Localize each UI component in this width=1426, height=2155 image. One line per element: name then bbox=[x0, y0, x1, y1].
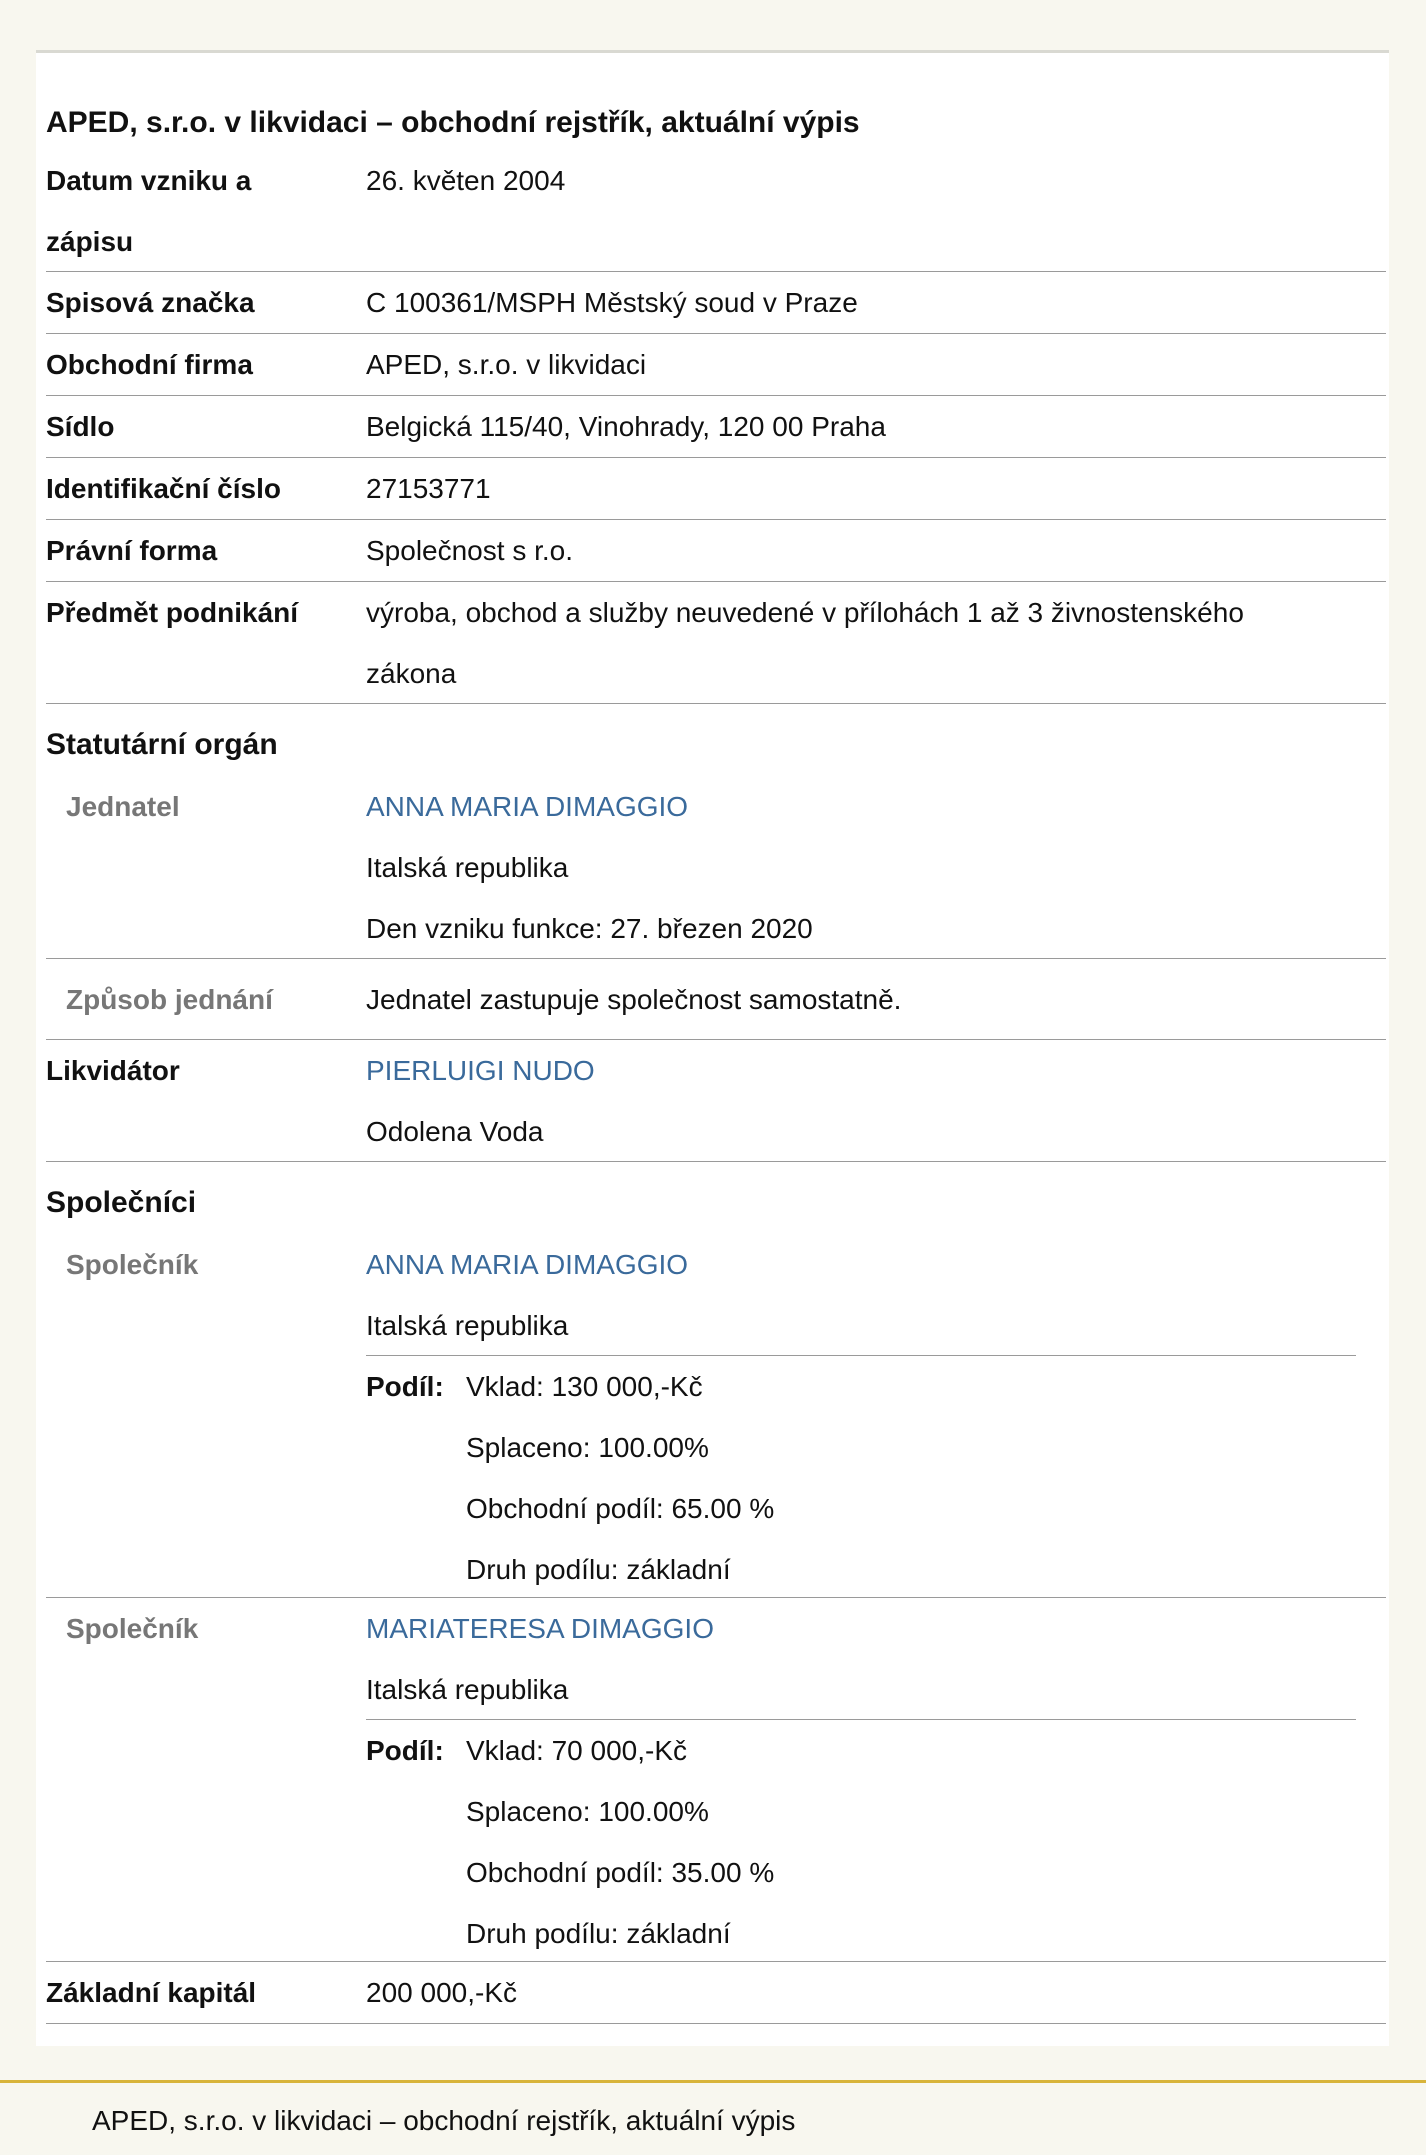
row-zpusob-jednani bbox=[46, 959, 1386, 1040]
row-value: 26. květen 2004 bbox=[366, 165, 566, 196]
share-block bbox=[366, 1355, 1356, 1600]
row-label: Předmět podnikání bbox=[46, 597, 299, 628]
row-value: 200 000,-Kč bbox=[366, 1977, 517, 2008]
share-details bbox=[466, 1720, 1356, 1964]
row-value: výroba, obchod a služby neuvedené v přílohách 1 až 3 živnostenského zákona bbox=[366, 597, 1244, 689]
page-title: APED, s.r.o. v likvidaci – obchodní rejstřík, aktuální výpis bbox=[46, 106, 860, 139]
row-spolecnik bbox=[46, 1234, 1386, 1598]
person-country: Italská republika bbox=[366, 1674, 569, 1705]
share-splaceno: Splaceno: 100.00% bbox=[466, 1796, 709, 1827]
row-label: Identifikační číslo bbox=[46, 473, 281, 504]
row-value: C 100361/MSPH Městský soud v Praze bbox=[366, 287, 858, 318]
row-spolecnik bbox=[46, 1598, 1386, 1962]
function-since: Den vzniku funkce: 27. březen 2020 bbox=[366, 913, 813, 944]
person-link[interactable]: ANNA MARIA DIMAGGIO bbox=[366, 791, 689, 822]
row-label: Způsob jednání bbox=[66, 984, 273, 1015]
person-place: Odolena Voda bbox=[366, 1116, 544, 1147]
register-extract-content bbox=[46, 53, 1386, 2024]
row-jednatel bbox=[46, 776, 1386, 959]
share-label: Podíl: bbox=[366, 1371, 444, 1402]
row-value: APED, s.r.o. v likvidaci bbox=[366, 349, 647, 380]
share-vklad: Vklad: 70 000,-Kč bbox=[466, 1735, 688, 1766]
share-obchodni-podil: Obchodní podíl: 65.00 % bbox=[466, 1493, 775, 1524]
row-label: Společník bbox=[66, 1613, 199, 1644]
row-value: Jednatel zastupuje společnost samostatně. bbox=[366, 984, 902, 1015]
share-block bbox=[366, 1719, 1356, 1964]
row-label: Spisová značka bbox=[46, 287, 255, 318]
row-spisova-znacka bbox=[46, 272, 1386, 334]
row-sidlo bbox=[46, 396, 1386, 458]
row-label: Likvidátor bbox=[46, 1055, 180, 1086]
share-splaceno: Splaceno: 100.00% bbox=[466, 1432, 709, 1463]
share-druh: Druh podílu: základní bbox=[466, 1918, 731, 1949]
row-label: Obchodní firma bbox=[46, 349, 253, 380]
row-label: Společník bbox=[66, 1249, 199, 1280]
person-country: Italská republika bbox=[366, 1310, 569, 1341]
row-value: Belgická 115/40, Vinohrady, 120 00 Praha bbox=[366, 411, 886, 442]
footer-text: APED, s.r.o. v likvidaci – obchodní rejstřík, aktuální výpis bbox=[92, 2105, 796, 2136]
share-obchodni-podil: Obchodní podíl: 35.00 % bbox=[466, 1857, 775, 1888]
row-label: Právní forma bbox=[46, 535, 218, 566]
person-link[interactable]: PIERLUIGI NUDO bbox=[366, 1055, 595, 1086]
row-value: Společnost s r.o. bbox=[366, 535, 574, 566]
share-druh: Druh podílu: základní bbox=[466, 1554, 731, 1585]
share-details bbox=[466, 1356, 1356, 1600]
page-footer bbox=[0, 2080, 1426, 2155]
row-obchodni-firma bbox=[46, 334, 1386, 396]
row-predmet-podnikani bbox=[46, 582, 1386, 704]
row-identifikacni-cislo bbox=[46, 458, 1386, 520]
row-zakladni-kapital bbox=[46, 1962, 1386, 2024]
row-label: Základní kapitál bbox=[46, 1977, 257, 2008]
person-link[interactable]: ANNA MARIA DIMAGGIO bbox=[366, 1249, 689, 1280]
row-pravni-forma bbox=[46, 520, 1386, 582]
share-label: Podíl: bbox=[366, 1735, 444, 1766]
section-heading-statutarni-organ: Statutární orgán bbox=[46, 728, 278, 761]
row-label: Jednatel bbox=[66, 791, 180, 822]
row-label: Datum vzniku a zápisu bbox=[46, 165, 252, 257]
person-country: Italská republika bbox=[366, 852, 569, 883]
row-datum-vzniku bbox=[46, 150, 1386, 272]
section-heading-spolecnici: Společníci bbox=[46, 1186, 197, 1219]
row-label: Sídlo bbox=[46, 411, 115, 442]
register-extract-card bbox=[36, 50, 1389, 2046]
share-vklad: Vklad: 130 000,-Kč bbox=[466, 1371, 703, 1402]
row-likvidator bbox=[46, 1040, 1386, 1162]
person-link[interactable]: MARIATERESA DIMAGGIO bbox=[366, 1613, 714, 1644]
row-value: 27153771 bbox=[366, 473, 491, 504]
